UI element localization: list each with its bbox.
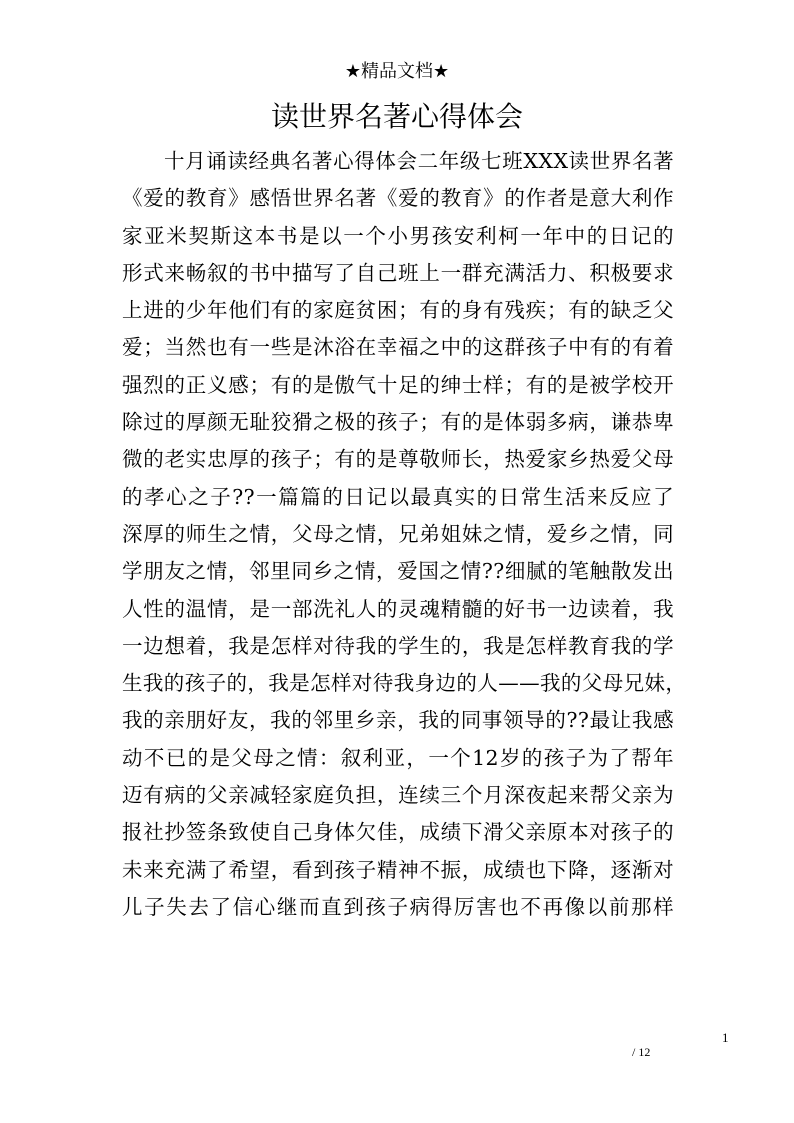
body-line: 爱；当然也有一些是沐浴在幸福之中的这群孩子中有的有着 bbox=[122, 335, 674, 360]
body-line: 微的老实忠厚的孩子；有的是尊敬师长，热爱家乡热爱父母 bbox=[122, 447, 674, 472]
document-title: 读世界名著心得体会 bbox=[270, 100, 523, 133]
document-header: ★精品文档★ bbox=[344, 61, 450, 82]
body-line: 生我的孩子的，我是怎样对待我身边的人——我的父母兄妹， bbox=[122, 671, 687, 696]
body-line: 动不已的是父母之情：叙利亚，一个12岁的孩子为了帮年 bbox=[122, 745, 674, 770]
body-line: 学朋友之情，邻里同乡之情，爱国之情??细腻的笔触散发出 bbox=[122, 559, 674, 584]
body-line: 儿子失去了信心继而直到孩子病得厉害也不再像以前那样 bbox=[122, 894, 674, 919]
body-line: 我的亲朋好友，我的邻里乡亲，我的同事领导的??最让我感 bbox=[122, 708, 674, 733]
body-line: 强烈的正义感；有的是傲气十足的绅士样；有的是被学校开 bbox=[122, 372, 674, 397]
body-line: 除过的厚颜无耻狡猾之极的孩子；有的是体弱多病，谦恭卑 bbox=[122, 410, 674, 435]
page-total: / 12 bbox=[632, 1045, 651, 1059]
page-number: 1 bbox=[722, 1030, 729, 1045]
body-line: 深厚的师生之情，父母之情，兄弟姐妹之情，爱乡之情，同 bbox=[122, 521, 674, 546]
body-line: 未来充满了希望，看到孩子精神不振，成绩也下降，逐渐对 bbox=[122, 857, 674, 882]
body-line: 《爱的教育》感悟世界名著《爱的教育》的作者是意大利作 bbox=[122, 186, 674, 211]
body-line: 的孝心之子??一篇篇的日记以最真实的日常生活来反应了 bbox=[122, 484, 674, 509]
body-line: 十月诵读经典名著心得体会二年级七班XXX读世界名著 bbox=[164, 149, 674, 173]
body-line: 报社抄签条致使自己身体欠佳，成绩下滑父亲原本对孩子的 bbox=[122, 820, 674, 845]
body-line: 上进的少年他们有的家庭贫困；有的身有残疾；有的缺乏父 bbox=[122, 298, 674, 323]
body-line: 迈有病的父亲减轻家庭负担，连续三个月深夜起来帮父亲为 bbox=[122, 783, 674, 808]
document-body bbox=[122, 143, 687, 926]
body-line: 人性的温情，是一部洗礼人的灵魂精髓的好书一边读着，我 bbox=[122, 596, 674, 621]
body-line: 家亚米契斯这本书是以一个小男孩安利柯一年中的日记的 bbox=[122, 223, 674, 248]
body-line: 形式来畅叙的书中描写了自己班上一群充满活力、积极要求 bbox=[122, 260, 674, 285]
body-line: 一边想着，我是怎样对待我的学生的，我是怎样教育我的学 bbox=[122, 633, 674, 658]
